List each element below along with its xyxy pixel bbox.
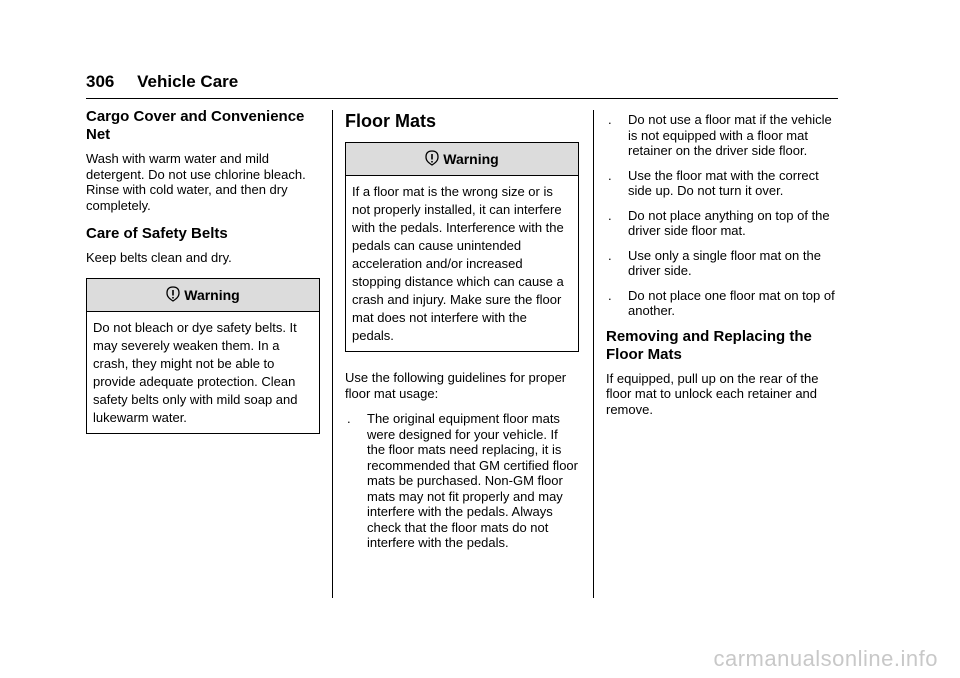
header-rule xyxy=(86,98,838,99)
list-item xyxy=(606,168,838,199)
list-item-text: The original equipment floor mats were designed for your vehicle. If the floor mats need replacing, it is recommended that GM certified floor mats be purchased. Non-GM floor mats may not fit properly and may interfere with the pedals. Always check that the floor mats do not interfere with the pedals. xyxy=(367,411,578,550)
page-number: 306 xyxy=(86,72,115,91)
column-right xyxy=(606,108,838,427)
removing-text: If equipped, pull up on the rear of the floor mat to unlock each retainer and remove. xyxy=(606,370,819,417)
bullet-mark: . xyxy=(608,287,612,303)
warning-box xyxy=(86,278,320,434)
list-item-text: Use the floor mat with the correct side up. Do not turn it over. xyxy=(628,167,819,198)
list-item xyxy=(606,248,838,279)
list-item-text: Use only a single floor mat on the driver side. xyxy=(628,247,821,278)
warning-header xyxy=(87,279,319,312)
list-item xyxy=(606,288,838,319)
column-left xyxy=(86,108,320,448)
list-item-text: Do not place one floor mat on top of another. xyxy=(628,287,835,318)
guideline-list xyxy=(345,411,579,551)
warning-box xyxy=(345,142,579,352)
list-item-text: Do not place anything on top of the driver side floor mat. xyxy=(628,207,830,238)
section-title: Vehicle Care xyxy=(137,72,239,91)
list-item xyxy=(606,208,838,239)
list-item-text: Do not use a floor mat if the vehicle is not equipped with a floor mat retainer on the driver side floor. xyxy=(628,112,832,158)
bullet-mark: . xyxy=(608,112,612,127)
warning-icon xyxy=(166,281,180,313)
warning-text: If a floor mat is the wrong size or is not properly installed, it can interfere with the pedals. Interference with the pedals can cause unintended acceleration and/or increased stopping distance which can cause a crash and injury. Make sure the floor mat does not interfere with the pedals. xyxy=(352,184,564,343)
column-divider xyxy=(332,110,333,598)
floor-mats-heading: Floor Mats xyxy=(345,111,437,131)
warning-text: Do not bleach or dye safety belts. It may severely weaken them. In a crash, they might not be able to provide adequate protection. Clean safety belts only with mild soap and lukewarm water. xyxy=(93,319,298,425)
warning-icon xyxy=(425,145,439,177)
list-item xyxy=(606,112,838,159)
warning-header xyxy=(346,143,578,176)
bullet-mark: . xyxy=(347,411,351,426)
watermark: carmanualsonline.info xyxy=(713,646,938,671)
cargo-cover-heading: Cargo Cover and Convenience Net xyxy=(86,108,305,143)
bullet-mark: . xyxy=(608,207,612,223)
bullet-mark: . xyxy=(608,167,612,183)
bullet-mark: . xyxy=(608,247,612,263)
guideline-list xyxy=(606,112,838,319)
guidelines-intro: Use the following guidelines for proper floor mat usage: xyxy=(345,370,567,401)
page-header xyxy=(86,72,238,92)
column-middle xyxy=(345,108,579,560)
removing-heading: Removing and Replacing the Floor Mats xyxy=(606,327,812,363)
cargo-cover-text: Wash with warm water and mild detergent. Do not use chlorine bleach. Rinse with cold water, and then dry completely. xyxy=(86,151,306,213)
safety-belts-heading: Care of Safety Belts xyxy=(86,225,228,242)
safety-belts-text: Keep belts clean and dry. xyxy=(86,250,232,265)
warning-title: Warning xyxy=(443,151,499,167)
column-divider xyxy=(593,110,594,598)
list-item xyxy=(345,411,579,551)
warning-title: Warning xyxy=(184,286,240,303)
